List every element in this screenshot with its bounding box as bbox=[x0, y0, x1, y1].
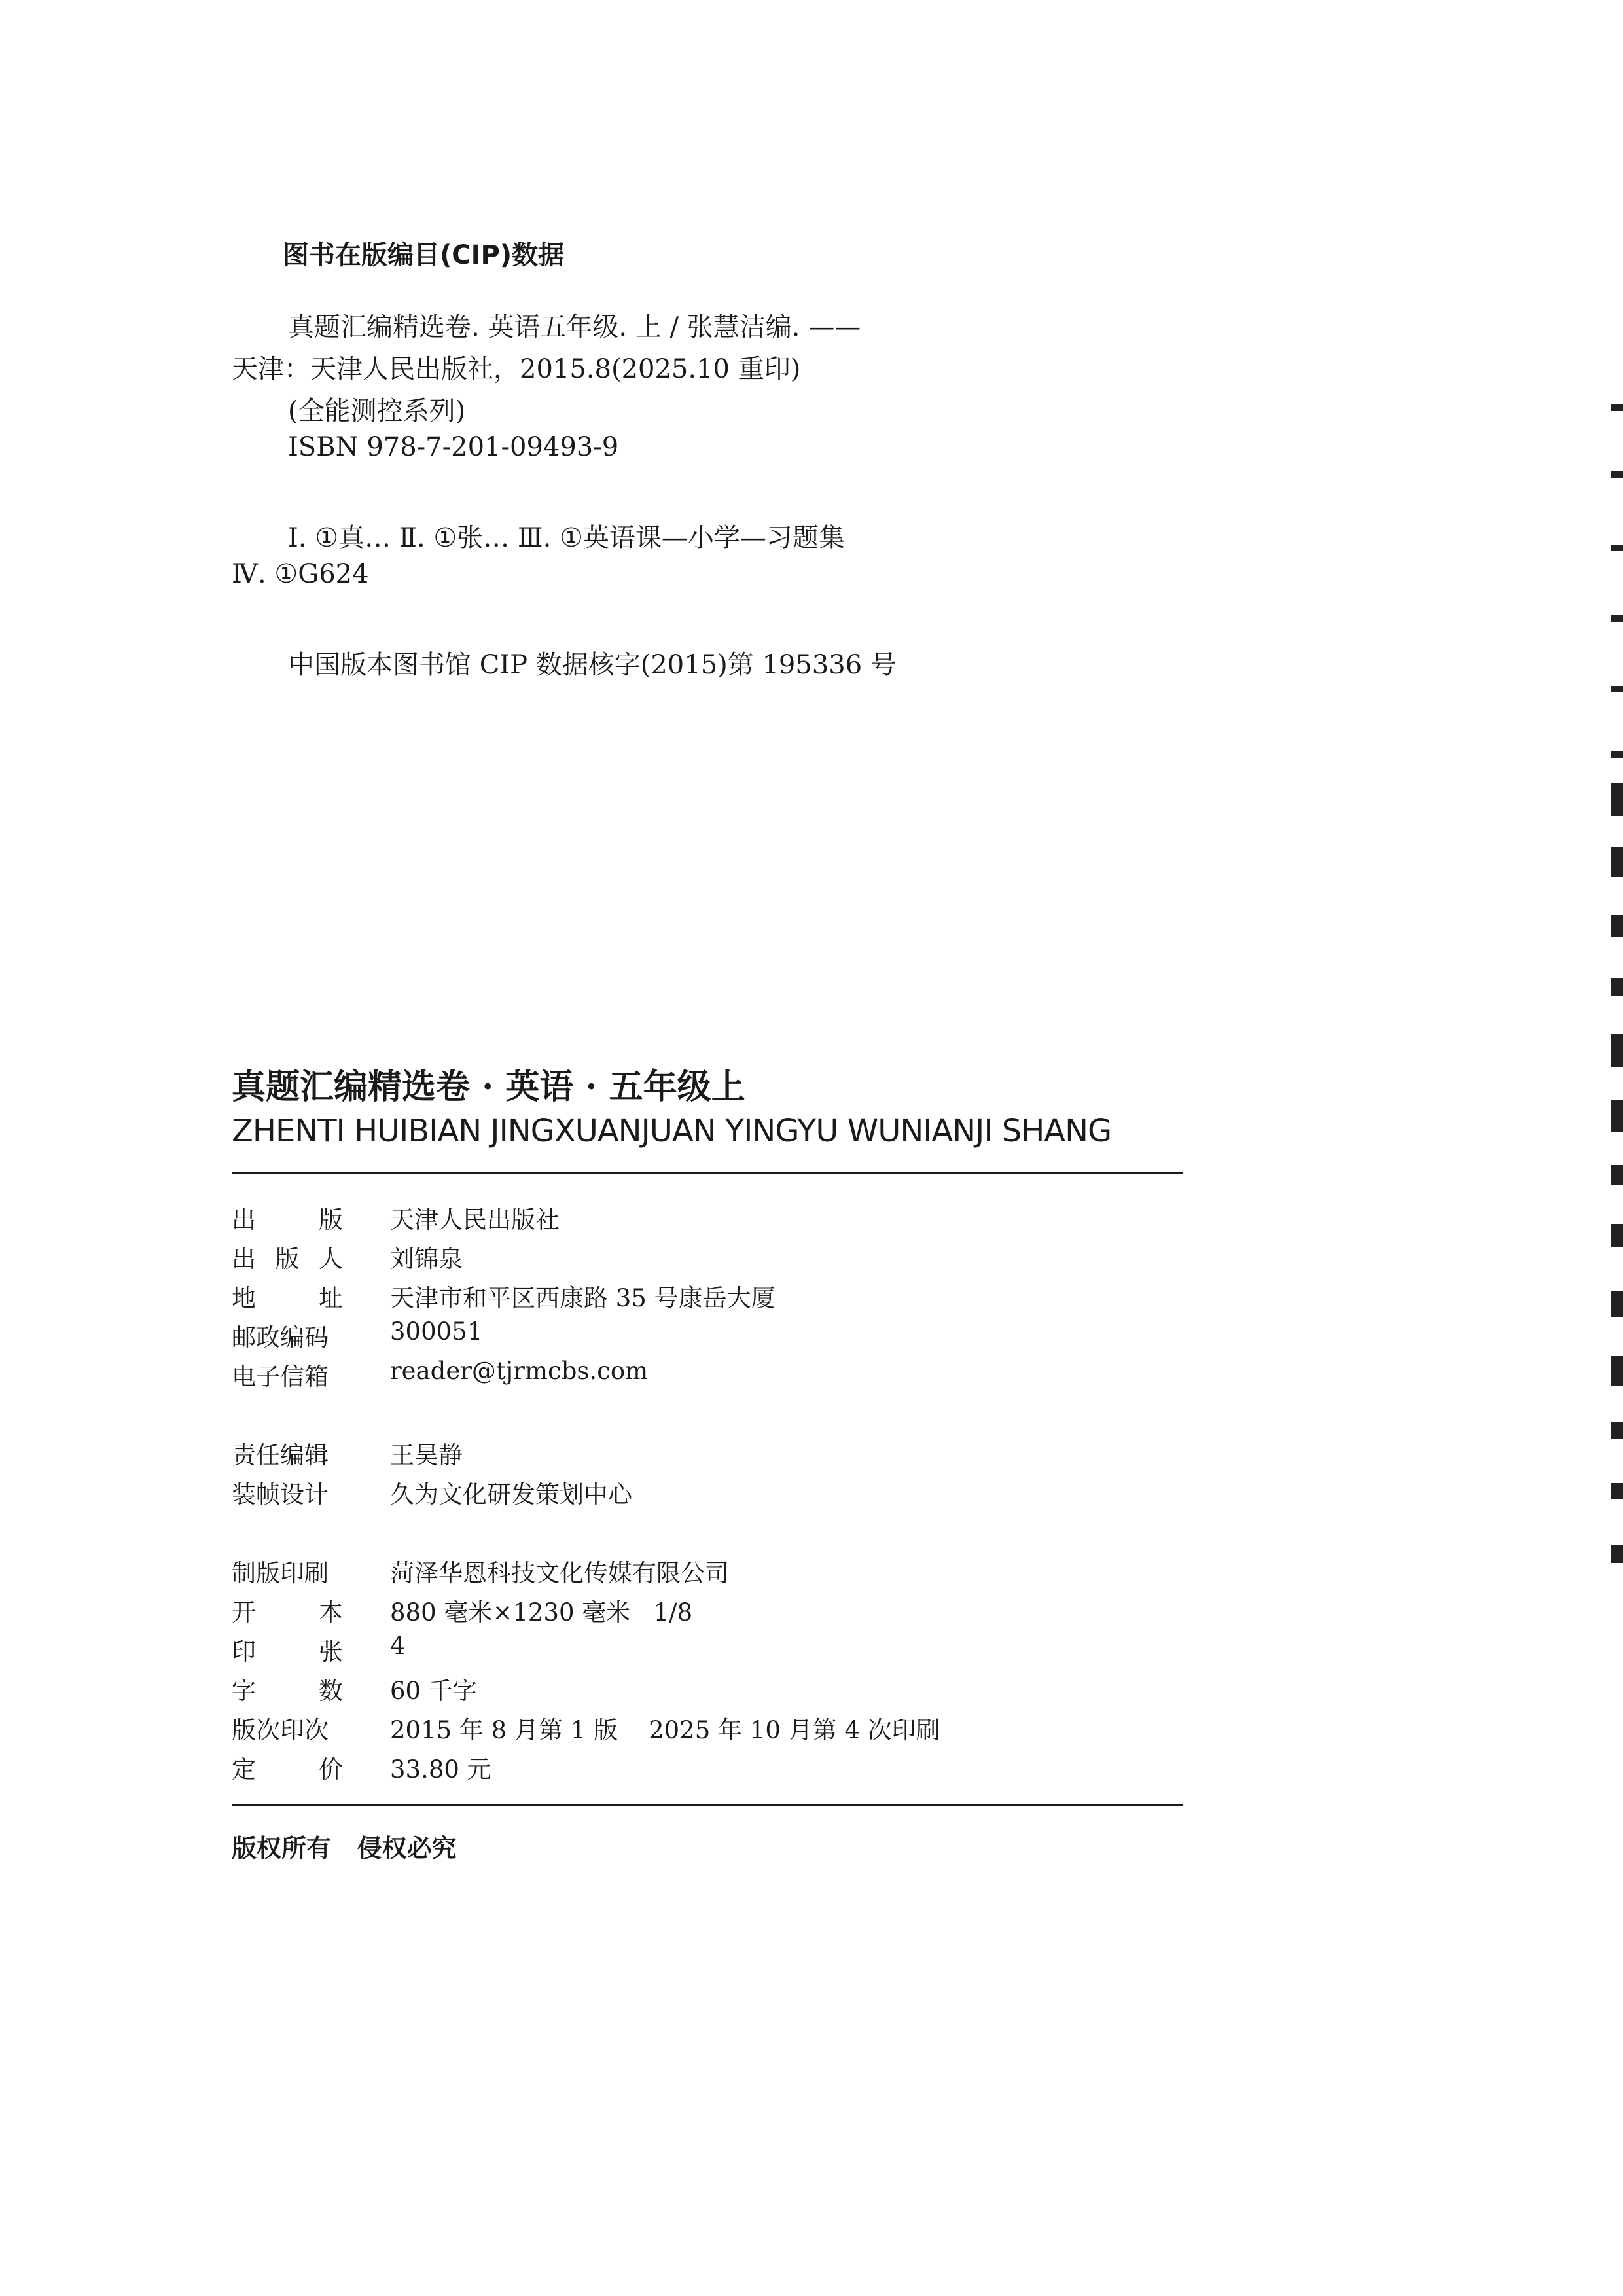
address-value: 天津市和平区西康路 35 号康岳大厦 bbox=[390, 1284, 776, 1312]
copyright-notice: 版权所有 侵权必究 bbox=[232, 1834, 457, 1863]
printer-label: 制版印刷 bbox=[232, 1559, 329, 1587]
bleed-mark bbox=[1611, 1356, 1623, 1386]
price-value: 33.80 元 bbox=[390, 1755, 491, 1784]
cip-title-line: 真题汇编精选卷. 英语五年级. 上 / 张慧洁编. —— bbox=[288, 312, 861, 342]
cip-isbn: ISBN 978-7-201-09493-9 bbox=[288, 432, 619, 462]
bleed-mark bbox=[1611, 471, 1623, 478]
bleed-mark bbox=[1611, 545, 1623, 551]
edition-label: 版次印次 bbox=[232, 1716, 329, 1744]
sheets-value: 4 bbox=[390, 1632, 406, 1660]
cip-heading: 图书在版编目(CIP)数据 bbox=[283, 240, 565, 270]
design-value: 久为文化研发策划中心 bbox=[390, 1480, 632, 1509]
address-label: 地 址 bbox=[232, 1284, 343, 1312]
bleed-mark bbox=[1611, 1224, 1623, 1247]
bleed-mark bbox=[1611, 1291, 1623, 1317]
bleed-mark bbox=[1611, 751, 1623, 758]
bleed-mark bbox=[1611, 1545, 1623, 1563]
format-label: 开 本 bbox=[232, 1598, 343, 1626]
cip-series-line: (全能测控系列) bbox=[288, 396, 466, 426]
bleed-mark bbox=[1611, 1483, 1623, 1499]
cip-publisher-line: 天津：天津人民出版社，2015.8(2025.10 重印) bbox=[232, 354, 801, 384]
bottom-rule bbox=[232, 1804, 1183, 1806]
design-label: 装帧设计 bbox=[232, 1480, 329, 1509]
book-title-pinyin: ZHENTI HUIBIAN JINGXUANJUAN YINGYU WUNIANJI SHANG bbox=[232, 1113, 1112, 1149]
editor-value: 王昊静 bbox=[390, 1441, 463, 1469]
bleed-mark bbox=[1611, 847, 1623, 877]
bleed-mark bbox=[1611, 783, 1623, 816]
cip-verification-number: 中国版本图书馆 CIP 数据核字(2015)第 195336 号 bbox=[288, 650, 897, 680]
bleed-mark bbox=[1611, 978, 1623, 996]
top-rule bbox=[232, 1172, 1183, 1174]
email-label: 电子信箱 bbox=[232, 1363, 329, 1391]
bleed-mark bbox=[1611, 1034, 1623, 1067]
sheets-label: 印 张 bbox=[232, 1638, 343, 1666]
postcode-value: 300051 bbox=[390, 1318, 483, 1346]
words-value: 60 千字 bbox=[390, 1677, 477, 1705]
bleed-mark bbox=[1611, 615, 1623, 622]
cip-classification-code: Ⅳ. ①G624 bbox=[232, 559, 369, 589]
bleed-mark bbox=[1611, 404, 1623, 411]
bleed-mark bbox=[1611, 1100, 1623, 1132]
edition-value: 2015 年 8 月第 1 版 2025 年 10 月第 4 次印刷 bbox=[390, 1716, 940, 1744]
bleed-mark bbox=[1611, 915, 1623, 937]
email-value: reader@tjrmcbs.com bbox=[390, 1357, 649, 1385]
cip-classification-line: Ⅰ. ①真… Ⅱ. ①张… Ⅲ. ①英语课—小学—习题集 bbox=[288, 523, 845, 553]
editor-label: 责任编辑 bbox=[232, 1441, 329, 1469]
printer-value: 菏泽华恩科技文化传媒有限公司 bbox=[390, 1559, 729, 1587]
format-value: 880 毫米×1230 毫米 1/8 bbox=[390, 1598, 693, 1626]
publisher-label: 出 版 bbox=[232, 1206, 343, 1234]
bleed-mark bbox=[1611, 1165, 1623, 1185]
words-label: 字 数 bbox=[232, 1677, 343, 1705]
publisher-value: 天津人民出版社 bbox=[390, 1206, 560, 1234]
postcode-label: 邮政编码 bbox=[232, 1323, 329, 1352]
issuer-value: 刘锦泉 bbox=[390, 1245, 463, 1273]
bleed-mark bbox=[1611, 1422, 1623, 1439]
bleed-mark bbox=[1611, 686, 1623, 692]
price-label: 定 价 bbox=[232, 1755, 343, 1784]
issuer-label: 出 版 人 bbox=[232, 1245, 343, 1273]
book-title: 真题汇编精选卷 · 英语 · 五年级上 bbox=[232, 1067, 745, 1107]
